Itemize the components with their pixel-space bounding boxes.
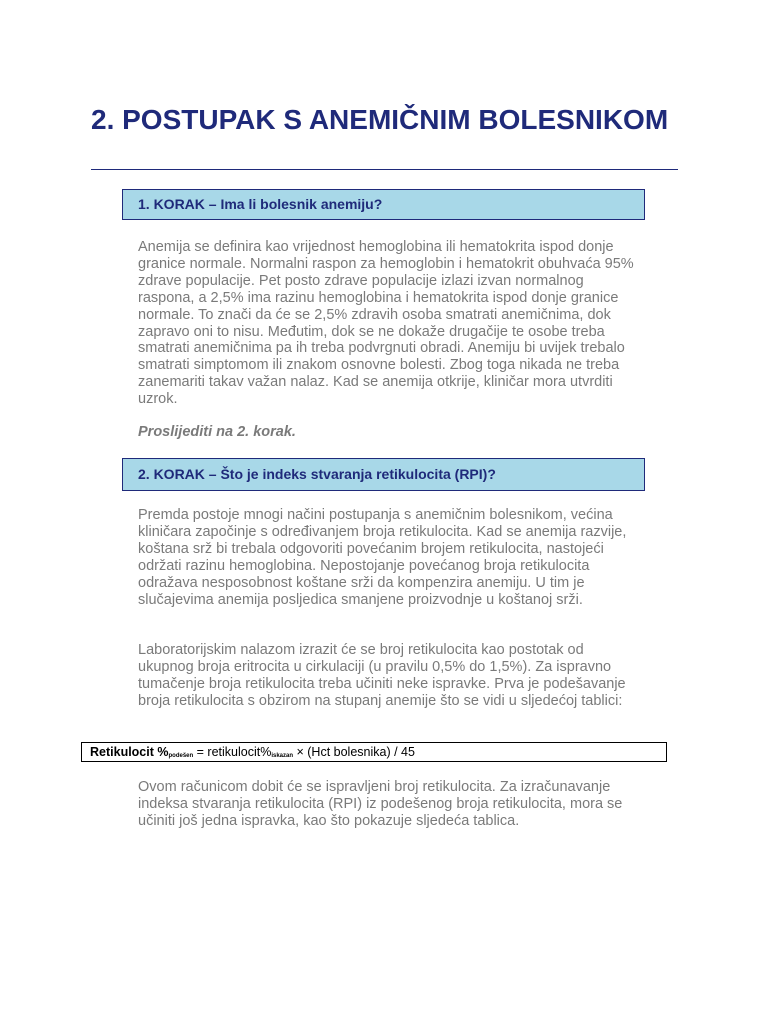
reticulocyte-formula-box	[81, 742, 667, 762]
step1-paragraph: Anemija se definira kao vrijednost hemoglobina ili hematokrita ispod donje granice normale. Normalni raspon za hemoglobin i hematokrit obuhvaća 95% zdrave populacije. Pet posto zdrave populacije izlazi izvan normalnog raspona, a 2,5% ima razinu hemoglobina i hematokrita ispod donje granice normale. To znači da će se 2,5% zdravih osoba smatrati anemičnima, dok zapravo oni to nisu. Međutim, dok se ne dokaže drugačije te osobe treba smatrati anemičnima pa ih treba podvrgnuti obradi. Anemiju bi uvijek trebalo smatrati simptomom ili znakom osnovne bolesti. Zbog toga nikada ne treba zanemariti takav važan nalaz. Kad se anemija otkrije, kliničar mora utvrditi uzrok.	[138, 239, 634, 408]
title-divider	[91, 169, 678, 170]
formula-lhs-subscript: podešen	[168, 753, 194, 759]
formula-rest: × (Hct bolesnika) / 45	[293, 745, 415, 759]
formula-lhs: Retikulocit %	[90, 745, 169, 759]
step2-heading-box: 2. KORAK – Što je indeks stvaranja retikulocita (RPI)?	[122, 458, 645, 491]
formula-rhs-subscript: iskazan	[271, 753, 294, 759]
formula-equals: = retikulocit%	[193, 745, 272, 759]
step1-note: Proslijediti na 2. korak.	[138, 424, 296, 440]
step2-paragraph-1: Premda postoje mnogi načini postupanja s anemičnim bolesnikom, većina kliničara započinje s određivanjem broja retikulocita. Kad se anemija razvije, koštana srž bi trebala odgovoriti povećanim brojem retikulocita, nastojeći održati razinu hemoglobina. Nepostojanje povećanog broja retikulocita odražava nesposobnost koštane srži da kompenzira anemiju. U tim je slučajevima anemija posljedica smanjene proizvodnje u koštanoj srži.	[138, 507, 627, 608]
page-title: 2. POSTUPAK S ANEMIČNIM BOLESNIKOM	[91, 104, 669, 135]
step2-paragraph-3: Ovom računicom dobit će se ispravljeni broj retikulocita. Za izračunavanje indeksa stvaranja retikulocita (RPI) iz podešenog broja retikulocita, mora se učiniti još jedna ispravka, kao što pokazuje sljedeća tablica.	[138, 779, 623, 829]
step2-paragraph-2: Laboratorijskim nalazom izrazit će se broj retikulocita kao postotak od ukupnog broja eritrocita u cirkulaciji (u pravilu 0,5% do 1,5%). Za ispravno tumačenje broja retikulocita treba učiniti neke ispravke. Prva je podešavanje broja retikulocita s obzirom na stupanj anemije što se vidi u sljedećoj tablici:	[138, 642, 626, 709]
step1-heading-box: 1. KORAK – Ima li bolesnik anemiju?	[122, 189, 645, 220]
